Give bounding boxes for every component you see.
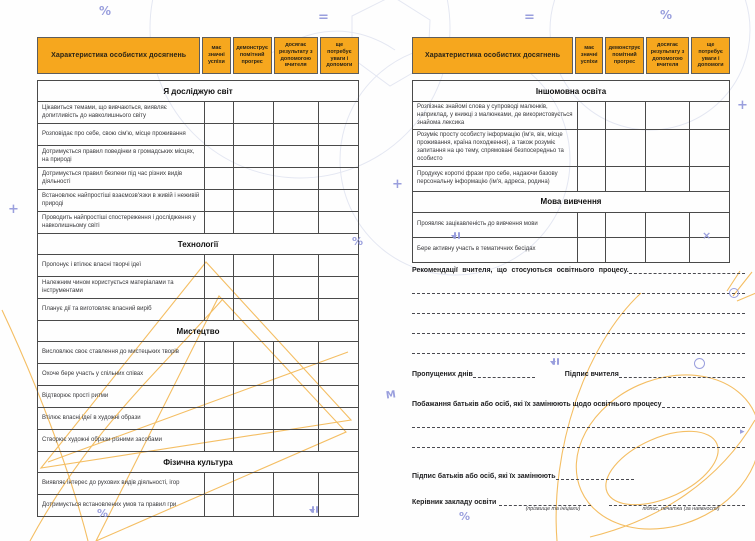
mark-cell [233, 495, 273, 517]
parents-wishes-row [412, 394, 745, 408]
mark-cell [577, 237, 606, 262]
table-row [38, 408, 359, 430]
skill-label: Дотримується правил поведінки в громадських місцях, на природі [38, 146, 205, 168]
mark-cell [204, 342, 233, 364]
mark-cell [318, 299, 358, 321]
write-line [662, 399, 745, 408]
bird-icon: M [385, 389, 397, 402]
mark-cell [273, 386, 318, 408]
skill-label: Відтворює прості ритми [38, 386, 205, 408]
table-row [38, 473, 359, 495]
mark-cell [690, 130, 730, 166]
table-row [38, 277, 359, 299]
mark-cell [577, 166, 606, 191]
mark-cell [233, 364, 273, 386]
column-header-characteristic: Характеристика особистих досягнень [37, 37, 200, 74]
cross-icon: × [702, 229, 712, 242]
mark-cell [577, 212, 606, 237]
mark-cell [273, 299, 318, 321]
skill-label: Дотримується правил безпеки під час різних видів діяльності [38, 168, 205, 190]
skill-label: Висловлює своє ставлення до мистецьких творів [38, 342, 205, 364]
skill-label: Встановлює найпростіші взаємозв'язки в живій і неживій природі [38, 190, 205, 212]
mark-cell [318, 190, 358, 212]
section-title-row [413, 81, 730, 102]
mark-cell [318, 495, 358, 517]
mark-cell [233, 386, 273, 408]
skill-label: Планує дії та виготовляє власний виріб [38, 299, 205, 321]
spacer [599, 506, 617, 516]
section-title-row [38, 452, 359, 473]
table-row [38, 212, 359, 234]
parents-signature-label: Підпис батьків або осіб, які їх замінюють [412, 473, 556, 480]
section-title: Мова вивчення [413, 191, 730, 212]
mark-cell [577, 130, 606, 166]
column-header-level-4: ще потребує уваги і допомоги [320, 37, 359, 74]
skill-label: Виявляє інтерес до рухових видів діяльності, ігор [38, 473, 205, 495]
missed-days-label: Пропущених днів [412, 371, 473, 378]
plus-icon: + [392, 177, 403, 192]
section-title-row [38, 81, 359, 102]
mark-cell [273, 342, 318, 364]
mark-cell [233, 408, 273, 430]
equals-icon: = [524, 10, 535, 25]
page-right [412, 37, 730, 263]
column-header-level-1: має значні успіхи [575, 37, 603, 74]
mark-cell [204, 102, 233, 124]
mark-cell [204, 124, 233, 146]
mark-cell [273, 473, 318, 495]
assessment-header-table [410, 37, 732, 74]
mark-cell [233, 190, 273, 212]
scroll-down-icon [309, 506, 321, 531]
mark-cell [204, 255, 233, 277]
parents-signature-row [412, 466, 745, 480]
mark-cell [318, 277, 358, 299]
mark-cell [606, 237, 646, 262]
mark-cell [606, 166, 646, 191]
mark-cell [233, 255, 273, 277]
mark-cell [204, 495, 233, 517]
mark-cell [318, 146, 358, 168]
column-header-characteristic: Характеристика особистих досягнень [412, 37, 573, 74]
percent-icon: % [459, 510, 471, 523]
mark-cell [233, 168, 273, 190]
write-line [412, 334, 745, 354]
scroll-down-icon [550, 358, 562, 383]
mark-cell [273, 168, 318, 190]
write-line [609, 497, 745, 506]
mark-cell [318, 212, 358, 234]
mark-cell [645, 102, 689, 130]
column-header-level-3: досягає результату з допомогою вчителя [274, 37, 318, 74]
mark-cell [645, 237, 689, 262]
table-row [38, 190, 359, 212]
mark-cell [606, 212, 646, 237]
equals-icon: = [318, 10, 329, 25]
write-line [412, 428, 745, 448]
table-row [38, 146, 359, 168]
mark-cell [273, 212, 318, 234]
section-title: Технології [38, 234, 359, 255]
mark-cell [233, 342, 273, 364]
mark-cell [690, 102, 730, 130]
mark-cell [204, 386, 233, 408]
mark-cell [318, 342, 358, 364]
skill-label: Належним чином користується матеріалами та інструментами [38, 277, 205, 299]
mark-cell [577, 102, 606, 130]
table-row [38, 102, 359, 124]
write-line [412, 408, 745, 428]
table-row [38, 124, 359, 146]
circle-icon [729, 288, 739, 298]
teacher-signature-label: Підпис вчителя [564, 371, 619, 378]
skill-label: Проводить найпростіші спостереження і дослідження у навколишньому світі [38, 212, 205, 234]
mark-cell [204, 430, 233, 452]
mark-cell [606, 102, 646, 130]
parents-wishes-label: Побажання батьків або осіб, які їх замінюють щодо освітнього процесу [412, 401, 662, 408]
table-row [38, 430, 359, 452]
percent-icon: % [352, 235, 364, 248]
head-name-caption: (прізвище та ініціали) [525, 506, 581, 512]
table-row [38, 386, 359, 408]
mark-cell [273, 190, 318, 212]
skill-label: Розуміє просту особисту інформацію (ім'я, вік, місце проживання, країна походження), а також розуміє запитання на цю тему, спрямовані безпосередньо та особисто [413, 130, 578, 166]
write-line [412, 274, 745, 294]
section-title-row [38, 234, 359, 255]
mark-cell [273, 255, 318, 277]
mark-cell [273, 408, 318, 430]
skill-label: Охоче бере участь у спільних співах [38, 364, 205, 386]
mark-cell [318, 102, 358, 124]
mark-cell [318, 408, 358, 430]
skill-label: Втілює власні ідеї в художні образи [38, 408, 205, 430]
mark-cell [204, 190, 233, 212]
mark-cell [273, 430, 318, 452]
table-row [38, 299, 359, 321]
percent-icon: % [99, 4, 112, 18]
recommendations-row [412, 260, 745, 274]
write-line [412, 314, 745, 334]
table-row [413, 102, 730, 130]
mark-cell [318, 124, 358, 146]
column-header-level-4: ще потребує уваги і допомоги [691, 37, 730, 74]
section-title: Фізична культура [38, 452, 359, 473]
mark-cell [318, 168, 358, 190]
mark-cell [204, 473, 233, 495]
mark-cell [204, 277, 233, 299]
table-row [38, 342, 359, 364]
assessment-header-table [35, 37, 361, 74]
table-row [38, 168, 359, 190]
percent-icon: % [97, 507, 109, 520]
assessment-table [37, 80, 359, 520]
column-header-level-3: досягає результату з допомогою вчителя [646, 37, 689, 74]
mark-cell [273, 146, 318, 168]
skill-label: Дотримується встановлених умов та правил гри [38, 495, 205, 517]
mark-cell [690, 166, 730, 191]
mark-cell [273, 102, 318, 124]
mark-cell [233, 102, 273, 124]
skill-label: Проявляє зацікавленість до вивчення мови [413, 212, 578, 237]
circle-icon [694, 358, 705, 369]
mark-cell [204, 408, 233, 430]
mark-cell [273, 124, 318, 146]
form-area [412, 260, 745, 516]
column-header-level-1: має значні успіхи [202, 37, 230, 74]
write-line [556, 471, 634, 480]
mark-cell [233, 473, 273, 495]
skill-label: Розповідає про себе, свою сім'ю, місце проживання [38, 124, 205, 146]
section-title: Мистецтво [38, 321, 359, 342]
mark-cell [204, 168, 233, 190]
skill-label: Бере активну участь в тематичних бесідах [413, 237, 578, 262]
mark-cell [645, 166, 689, 191]
mark-cell [318, 386, 358, 408]
mark-cell [606, 130, 646, 166]
skill-label: Створює художні образи різними засобами [38, 430, 205, 452]
section-title-row [413, 191, 730, 212]
mark-cell [233, 299, 273, 321]
mark-cell [204, 146, 233, 168]
plus-icon: + [8, 202, 19, 217]
write-line [499, 497, 591, 506]
mark-cell [318, 473, 358, 495]
mark-cell [318, 430, 358, 452]
section-title-row [38, 321, 359, 342]
column-header-level-2: демонструє помітний прогрес [233, 37, 272, 74]
recommendations-label: Рекомендації вчителя, що стосуються освітнього процесу. [412, 267, 629, 274]
mark-cell [233, 124, 273, 146]
write-line [619, 369, 745, 378]
table-row [38, 255, 359, 277]
skill-label: Пропонує і втілює власні творчі ідеї [38, 255, 205, 277]
mark-cell [645, 212, 689, 237]
mark-cell [233, 146, 273, 168]
page-left [37, 37, 359, 520]
mark-cell [233, 277, 273, 299]
table-row [38, 364, 359, 386]
mark-cell [204, 212, 233, 234]
head-of-school-label: Керівник закладу освіти [412, 499, 497, 506]
write-line [473, 369, 535, 378]
table-row [413, 130, 730, 166]
skill-label: Продукує короткі фрази про себе, надаючи базову персональну інформацію (ім'я, адреса, родина) [413, 166, 578, 191]
mark-cell [645, 130, 689, 166]
write-line [629, 265, 745, 274]
mark-cell [233, 212, 273, 234]
mark-cell [318, 364, 358, 386]
plus-icon: + [737, 98, 748, 113]
skill-label: Цікавиться темами, що вивчаються, виявляє допитливість до навколишнього світу [38, 102, 205, 124]
mark-cell [233, 430, 273, 452]
head-of-school-row [412, 492, 745, 506]
mark-cell [204, 364, 233, 386]
column-header-level-2: демонструє помітний прогрес [605, 37, 644, 74]
mark-cell [273, 277, 318, 299]
table-row [413, 166, 730, 191]
write-line [412, 294, 745, 314]
scroll-down-icon [451, 232, 463, 257]
section-title: Я досліджую світ [38, 81, 359, 102]
percent-icon: % [660, 8, 673, 22]
mark-cell [204, 299, 233, 321]
chevron-right-icon: ▸ [740, 427, 745, 437]
skill-label: Розпізнає знайомі слова у супроводі малюнків, наприклад, у книжці з малюнками, де використовується знайома лексика [413, 102, 578, 130]
mark-cell [318, 255, 358, 277]
section-title: Іншомовна освіта [413, 81, 730, 102]
head-sign-caption: підпис, печатка (за наявності) [642, 506, 720, 512]
mark-cell [273, 364, 318, 386]
